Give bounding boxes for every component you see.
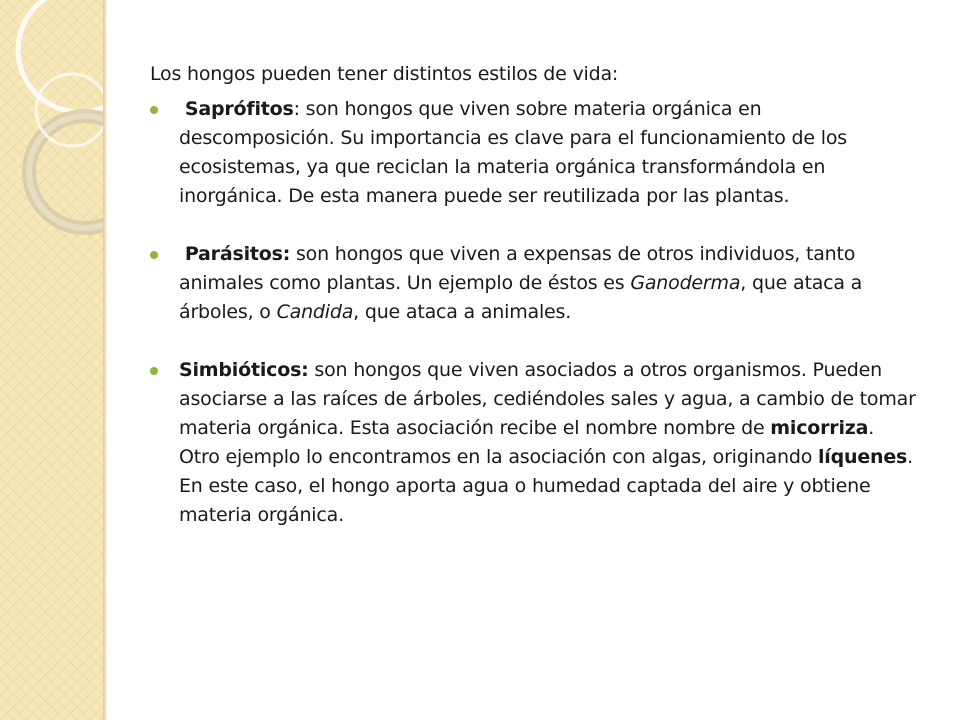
item-text bbox=[179, 98, 847, 207]
item-body: , que ataca a árboles, o bbox=[179, 272, 863, 323]
list-item-parasitos bbox=[150, 240, 920, 327]
example-candida: Candida bbox=[276, 301, 354, 323]
item-text bbox=[179, 243, 862, 323]
term-simbioticos: Simbióticos: bbox=[179, 359, 309, 381]
sidebar-edge bbox=[103, 0, 107, 720]
term-parasitos: Parásitos: bbox=[184, 243, 291, 265]
item-body: son hongos que viven asociados a otros organismos. Pueden asociarse a las raíces de árboles, cediéndoles sales y agua, a cambio de tomar materia orgánica. Esta asociación recibe el nombre nombre de bbox=[179, 359, 916, 439]
term-liquenes: líquenes bbox=[817, 446, 908, 468]
example-ganoderma: Ganoderma bbox=[630, 272, 741, 294]
item-body: : son hongos que viven sobre materia orgánica en descomposición. Su importancia es clave para el funcionamiento de los ecosistemas, ya que reciclan la materia orgánica transformándola en inorgánica. De esta manera puede ser reutilizada por las plantas. bbox=[179, 98, 847, 207]
item-text bbox=[179, 359, 916, 526]
item-body: son hongos que viven a expensas de otros individuos, tanto animales como plantas. Un ejemplo de éstos es bbox=[179, 243, 856, 294]
item-body: . Otro ejemplo lo encontramos en la asociación con algas, originando bbox=[179, 417, 875, 468]
intro-text: Los hongos pueden tener distintos estilos de vida: bbox=[150, 63, 619, 85]
list-item-simbioticos bbox=[150, 356, 920, 530]
bullet-icon bbox=[150, 106, 158, 114]
item-body: , que ataca a animales. bbox=[353, 301, 572, 323]
list-item-saprofitos bbox=[150, 95, 920, 211]
term-saprofitos: Saprófitos bbox=[184, 98, 294, 120]
term-micorriza: micorriza bbox=[770, 417, 869, 439]
deco-circle-large bbox=[18, 0, 103, 112]
deco-circle-gray bbox=[29, 116, 103, 228]
slide-content bbox=[150, 60, 920, 559]
bullet-icon bbox=[150, 367, 158, 375]
decorative-sidebar bbox=[0, 0, 103, 720]
bullet-icon bbox=[150, 251, 158, 259]
decorative-circles bbox=[0, 0, 103, 720]
item-body: . En este caso, el hongo aporta agua o humedad captada del aire y obtiene materia orgánica. bbox=[179, 446, 913, 526]
